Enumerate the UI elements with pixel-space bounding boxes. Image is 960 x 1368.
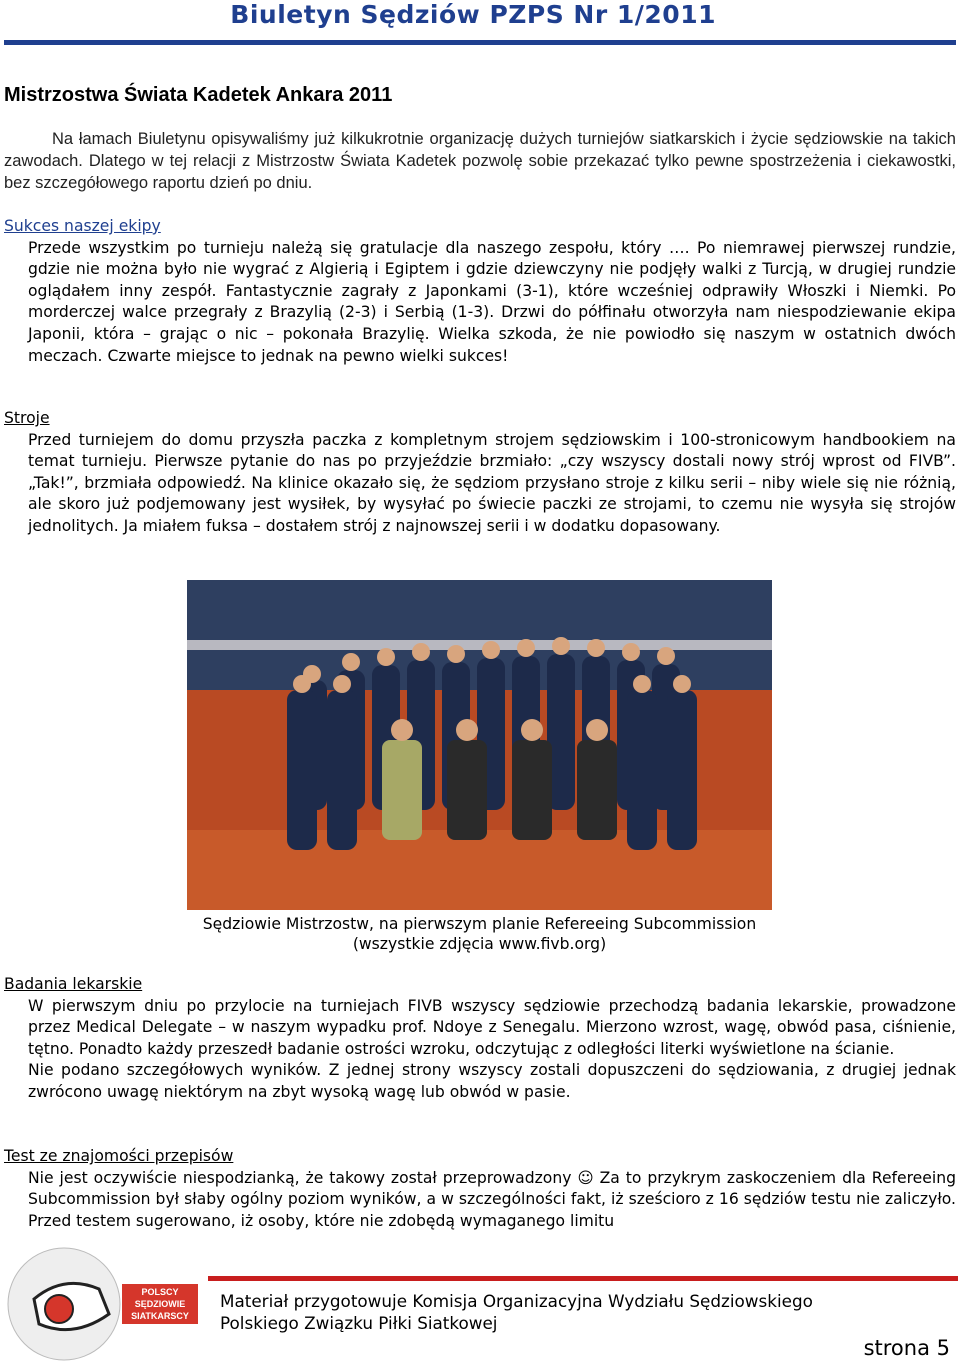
article-title: Mistrzostwa Świata Kadetek Ankara 2011 (4, 84, 393, 106)
section-text (4, 238, 956, 368)
team-photo (187, 580, 772, 910)
logo-text: POLSCY SĘDZIOWIE SIATKARSCY (122, 1284, 198, 1324)
section-body-2: Nie podano szczegółowych wyników. Z jednej strony wszyscy zostali dopuszczeni do sędziowania, z drugiej jednak zwrócono uwagę niektórym na zbyt wysoką wagę lub obwód w pasie. (28, 1061, 956, 1101)
section-text (4, 430, 956, 538)
section-rules-test (4, 1146, 956, 1232)
caption-credit: (wszystkie zdjęcia www.fivb.org) (352, 935, 607, 953)
section-heading: Stroje (4, 409, 50, 427)
photo-caption (187, 914, 772, 954)
bulletin-title: Biuletyn Sędziów PZPS Nr 1/2011 (230, 0, 716, 29)
section-body: W pierwszym dniu po przylocie na turniejach FIVB wszyscy sędziowie przechodzą badania lekarskie, prowadzone przez Medical Delegate – w naszym wypadku prof. Ndoye z Senegalu. Mierzono wzrost, wagę, obwód pasa, ciśnienie, tętno. Ponadto każdy przeszedł badanie ostrości wzroku, odczytując z odległości literki wyświetlone na ścianie. (28, 996, 956, 1058)
section-success (4, 216, 956, 367)
section-medical (4, 974, 956, 1104)
footer-rule (208, 1276, 958, 1281)
section-heading: Badania lekarskie (4, 975, 143, 993)
intro-text: Na łamach Biuletynu opisywaliśmy już kilkukrotnie organizację dużych turniejów siatkarskich i życie sędziowskie na takich zawodach. Dlatego w tej relacji z Mistrzostw Świata Kadetek pozwolę sobie przekazać tylko pewne spostrzeżenia i ciekawostki, bez szczegółowego raportu dzień po dniu. (4, 130, 956, 192)
page-number: strona 5 (863, 1336, 950, 1360)
photo-illustration (187, 580, 772, 910)
section-uniforms (4, 408, 956, 538)
article-intro (4, 128, 956, 194)
whistle-icon (4, 1244, 134, 1364)
section-text (4, 1168, 956, 1233)
footer-line: Materiał przygotowuje Komisja Organizacyjna Wydziału Sędziowskiego (220, 1291, 813, 1311)
section-text (4, 996, 956, 1061)
section-body: Nie jest oczywiście niespodzianką, że takowy został przeprowadzony ☺ Za to przykrym zaskoczeniem dla Refereeing Subcommission był słaby ogólny poziom wyników, a w szczególności fakt, iż sześcioro z 16 sędziów testu nie zaliczyło. Przed testem sugerowano, iż osoby, które nie zdobędą wymaganego limitu (28, 1168, 956, 1230)
section-body: Przede wszystkim po turnieju należą się gratulacje dla naszego zespołu, który …. Po niemrawej pierwszej rundzie, gdzie nie można było nie wygrać z Algierią i Egiptem i gdzie dziewczyny nie podjęły walki z Turcją, w drugiej rundzie oglądałem inny zespół. Fantastycznie zagrały z Japonkami (3-1), które wcześniej odprawiły Włoszki i Niemki. Po morderczej walce przegrały z Brazylią (2-3) i Serbią (1-3). Drzwi do półfinału otworzyła nam niespodziewanie ekipa Japonii, która – grając o nic – pokonała Brazylię. Wielka szkoda, że nie powiodło się naszym w ostatnich dwóch meczach. Czwarte miejsce to jednak na pewno wielki sukces! (28, 238, 956, 365)
section-heading: Sukces naszej ekipy (4, 217, 161, 235)
section-text (4, 1060, 956, 1103)
section-heading: Test ze znajomości przepisów (4, 1147, 234, 1165)
header-rule (4, 40, 956, 45)
caption-line: Sędziowie Mistrzostw, na pierwszym planie Refereeing Subcommission (202, 915, 757, 933)
section-body: Przed turniejem do domu przyszła paczka z kompletnym strojem sędziowskim i 100-stronicowym handbookiem na temat turnieju. Pierwsze pytanie do nas po przyjeździe brzmiało: „czy wszyscy dostali nowy strój wprost od FIVB”. „Tak!”, brzmiała odpowiedź. Na klinice okazało się, że sędziom przysłano stroje z kilku serii – niby wiele się nie różnią, ale skoro już podjemowany jest wysiłek, by wysyłać po świecie paczki ze strojami, to czemu nie wysyła się strojów jednolitych. Ja miałem fuksa – dostałem strój z najnowszej serii i w dodatku dopasowany. (28, 430, 956, 535)
pzps-referees-logo (4, 1244, 204, 1364)
footer-line: Polskiego Związku Piłki Siatkowej (220, 1313, 498, 1333)
footer-credit (220, 1290, 813, 1334)
